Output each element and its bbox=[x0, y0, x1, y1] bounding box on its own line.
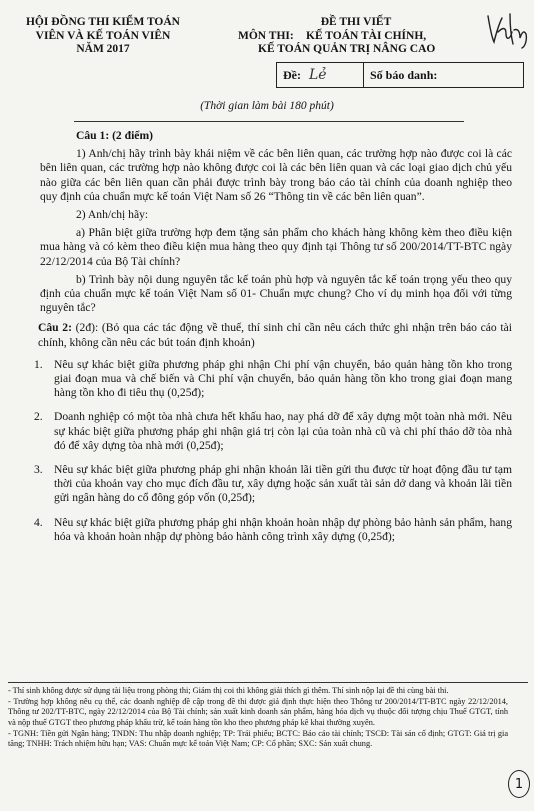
question2-intro-text: (2đ): (Bỏ qua các tác động về thuế, thí sinh chỉ cần nêu cách thức ghi nhận trên báo cáo tài chính, không cần nêu các bút toán định khoản) bbox=[38, 321, 512, 349]
exam-body bbox=[34, 129, 512, 554]
footnote-2: - Trường hợp không nêu cụ thể, các doanh nghiệp đề cập trong đề thi được giả định thực hiện theo Thông tư 200/2014/TT-BTC ngày 22/12/2014, Thông tư 202/TT-BTC, ngày 22/12/2014 của Bộ Tài chính; sản xuất kinh doanh sản phẩm, hàng hóa dịch vụ thuộc đối tượng chịu Thuế GTGT, tính và nộp thuế GTGT theo phương pháp khấu trừ, kế toán hàng tồn kho theo phương pháp kê khai thường xuyên. bbox=[8, 697, 508, 727]
divider bbox=[74, 121, 464, 122]
organizer-line2: VIÊN VÀ KẾ TOÁN VIÊN bbox=[35, 29, 171, 42]
list-item: 3. Nêu sự khác biệt giữa phương pháp ghi nhận khoản lãi tiền gửi thu được từ hoạt động đầu tư tạm thời của khoản vay cho mục đích đầu tư, xây dựng hoặc sản xuất tài sản dở dang và khoản lãi tiền gửi ngân hàng do cổ đông góp vốn (0,25đ); bbox=[34, 463, 512, 505]
handwritten-signature-icon bbox=[484, 10, 530, 50]
question1-title: Câu 1: (2 điểm) bbox=[76, 129, 153, 142]
exam-header bbox=[238, 16, 474, 57]
footnotes bbox=[8, 686, 508, 750]
candidate-number-label: Số báo danh: bbox=[370, 67, 438, 82]
question2-intro bbox=[38, 321, 512, 349]
exam-code-box bbox=[276, 62, 524, 88]
page-number: 1 bbox=[508, 770, 530, 798]
subject-line1: KẾ TOÁN TÀI CHÍNH, bbox=[306, 29, 427, 42]
exam-code-cell bbox=[277, 63, 364, 87]
question1-part2b: b) Trình bày nội dung nguyên tắc kế toán phù hợp và nguyên tắc kế toán trọng yếu theo quy định của chuẩn mực kế toán Việt Nam số 01- Chuẩn mực chung? Cho ví dụ minh họa đối với từng nguyên tắc? bbox=[40, 272, 512, 315]
footnote-divider bbox=[8, 682, 528, 683]
candidate-number-cell bbox=[364, 63, 437, 87]
exam-code-handwritten: Lẻ bbox=[309, 67, 327, 83]
subject-line2: KẾ TOÁN QUẢN TRỊ NÂNG CAO bbox=[258, 43, 436, 55]
organizer-header bbox=[18, 16, 188, 57]
exam-type: ĐỀ THI VIẾT bbox=[320, 16, 392, 28]
list-item: 1. Nêu sự khác biệt giữa phương pháp ghi nhận Chi phí vận chuyển, bảo quản hàng tồn kho trong giai đoạn mua và chế biến và Chi phí vận chuyển, bảo quản hàng tồn kho trong giai đoạn mang hàng tồn kho đi tiêu thụ (0,25đ); bbox=[34, 357, 512, 400]
footnote-3: - TGNH: Tiền gửi Ngân hàng; TNDN: Thu nhập doanh nghiệp; TP: Trái phiếu; BCTC: Báo cáo tài chính; TSCĐ: Tài sản cố định; GTGT: Giá trị gia tăng; TNHH: Trách nhiệm hữu hạn; VAS: Chuẩn mực kế toán Việt Nam; CP: Cổ phần; SXC: Sản xuất chung. bbox=[8, 728, 508, 749]
list-item: 4. Nêu sự khác biệt giữa phương pháp ghi nhận khoản hoàn nhập dự phòng bảo hành sản phẩm, hang hóa và khoản hoàn nhập dự phòng bảo hành công trình xây dựng (0,25đ); bbox=[34, 515, 512, 543]
footnote-1: - Thí sinh không được sử dụng tài liệu trong phòng thi; Giám thị coi thi không giải thích gì thêm. Thí sinh nộp lại đề thi cùng bài thi. bbox=[8, 686, 449, 695]
question1-part1: 1) Anh/chị hãy trình bày khái niệm về các bên liên quan, các trường hợp nào được coi là các bên liên quan, các trường hợp nào không được coi là các bên liên quan và các loại giao dịch chủ yếu nào giữa các bên liên quan cần phải được trình bày trong báo cáo tài chính của doanh nghiệp theo quy định của chuẩn mực kế toán Việt Nam số 26 “Thông tin về các bên liên quan”. bbox=[40, 147, 512, 203]
exam-code-label: Đề: bbox=[283, 67, 301, 82]
question1-part2: 2) Anh/chị hãy: bbox=[76, 208, 149, 222]
subject-label: MÔN THI: bbox=[238, 29, 294, 42]
list-item: 2. Doanh nghiệp có một tòa nhà chưa hết khấu hao, nay phá dỡ để xây dựng một toàn nhà mới. Nêu sự khác biệt giữa phương pháp ghi nhận giá trị còn lại của toàn nhà cũ và chi phí tháo dỡ tòa nhà đó để xây dựng tòa nhà mới (0,25đ); bbox=[34, 410, 512, 452]
organizer-line3: NĂM 2017 bbox=[76, 43, 130, 55]
organizer-line1: HỘI ĐỒNG THI KIỂM TOÁN bbox=[25, 16, 180, 28]
question2-items bbox=[34, 357, 512, 544]
question2-title: Câu 2: bbox=[38, 321, 72, 335]
question1-part2a: a) Phân biệt giữa trường hợp đem tặng sản phẩm cho khách hàng không kèm theo điều kiện mua hàng và có kèm theo điều kiện mua hàng theo quy định tại Thông tư số 200/2014/TT-BTC ngày 22/12/2014 của Bộ Tài chính? bbox=[40, 226, 512, 268]
time-limit: (Thời gian làm bài 180 phút) bbox=[200, 100, 334, 112]
